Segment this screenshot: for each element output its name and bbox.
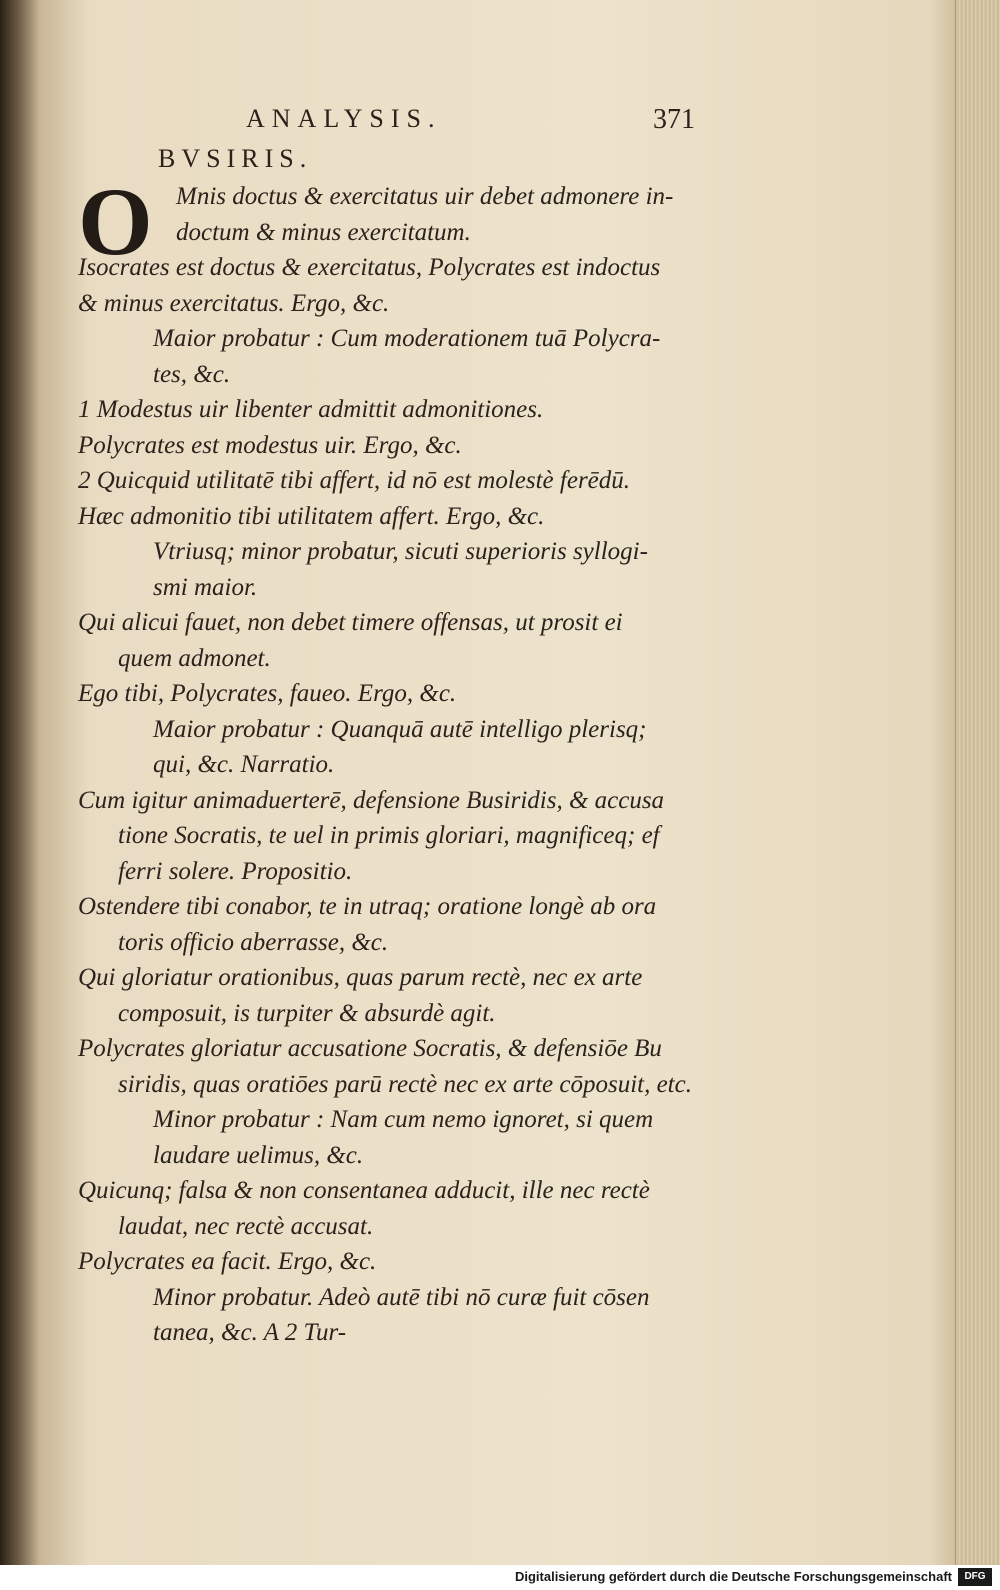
text-line: Polycrates ea facit. Ergo, &c. bbox=[78, 1248, 377, 1275]
text-line: Minor probatur. Adeò autē tibi nō curæ fuit cōsen bbox=[153, 1283, 650, 1311]
text-line: laudare uelimus, &c. bbox=[153, 1141, 364, 1169]
text-line: Polycrates est modestus uir. Ergo, &c. bbox=[78, 431, 462, 459]
text-line: Qui gloriatur orationibus, quas parum rectè, nec ex arte bbox=[78, 964, 643, 991]
text-line: & minus exercitatus. Ergo, &c. bbox=[78, 289, 390, 317]
text-block bbox=[78, 168, 718, 1352]
text-line: quem admonet. bbox=[118, 644, 271, 672]
text-line: Hæc admonitio tibi utilitatem affert. Ergo, &c. bbox=[78, 502, 545, 530]
text-line: Maior probatur : Quanquā autē intelligo plerisq; bbox=[153, 715, 647, 743]
page-stack-edge bbox=[955, 0, 1000, 1565]
text-line: Maior probatur : Cum moderationem tuā Polycra- bbox=[153, 325, 661, 352]
text-line: laudat, nec rectè accusat. bbox=[118, 1212, 374, 1240]
text-line: tione Socratis, te uel in primis gloriari, magnificeq; ef bbox=[118, 822, 660, 849]
digitization-credit: Digitalisierung gefördert durch die Deutsche Forschungsgemeinschaft bbox=[514, 1569, 952, 1584]
text-line: tes, &c. bbox=[153, 360, 231, 388]
text-line: Mnis doctus & exercitatus uir debet admonere in- bbox=[176, 183, 674, 210]
running-head bbox=[78, 104, 718, 173]
text-line: Quicunq; falsa & non consentanea adducit, ille nec rectè bbox=[78, 1177, 650, 1204]
text-line: Ostendere tibi conabor, te in utraq; oratione longè ab ora bbox=[78, 893, 657, 920]
text-line: siridis, quas oratiōes parū rectè nec ex arte cōposuit, etc. bbox=[118, 1070, 692, 1098]
text-line: composuit, is turpiter & absurdè agit. bbox=[118, 999, 496, 1027]
text-line: 1 Modestus uir libenter admittit admonitiones. bbox=[78, 396, 544, 423]
text-line: ferri solere. Propositio. bbox=[118, 857, 353, 885]
text-line: tanea, &c. A 2 Tur- bbox=[153, 1319, 347, 1346]
drop-cap: O bbox=[78, 168, 153, 275]
section-title: BVSIRIS. bbox=[158, 144, 313, 173]
text-line: Ego tibi, Polycrates, faueo. Ergo, &c. bbox=[78, 680, 457, 707]
text-line: doctum & minus exercitatum. bbox=[176, 218, 471, 246]
running-head-title: ANALYSIS. bbox=[246, 104, 442, 133]
facing-page-edge bbox=[0, 120, 34, 950]
text-line: Isocrates est doctus & exercitatus, Polycrates est indoctus bbox=[78, 254, 661, 281]
text-line: smi maior. bbox=[153, 573, 258, 601]
text-line: Polycrates gloriatur accusatione Socratis, & defensiōe Bu bbox=[78, 1035, 662, 1062]
text-line: Qui alicui fauet, non debet timere offensas, ut prosit ei bbox=[78, 609, 623, 636]
text-line: 2 Quicquid utilitatē tibi affert, id nō est molestè ferēdū. bbox=[78, 467, 631, 494]
text-line: toris officio aberrasse, &c. bbox=[118, 928, 389, 956]
text-line: Cum igitur animaduerterē, defensione Busiridis, & accusa bbox=[78, 786, 665, 814]
footer-bar bbox=[0, 1565, 1000, 1590]
text-line: qui, &c. Narratio. bbox=[153, 751, 335, 778]
text-line: Vtriusq; minor probatur, sicuti superioris syllogi- bbox=[153, 538, 648, 565]
page-number: 371 bbox=[653, 104, 695, 135]
dfg-logo: DFG bbox=[958, 1568, 992, 1586]
text-line: Minor probatur : Nam cum nemo ignoret, si quem bbox=[153, 1106, 654, 1133]
